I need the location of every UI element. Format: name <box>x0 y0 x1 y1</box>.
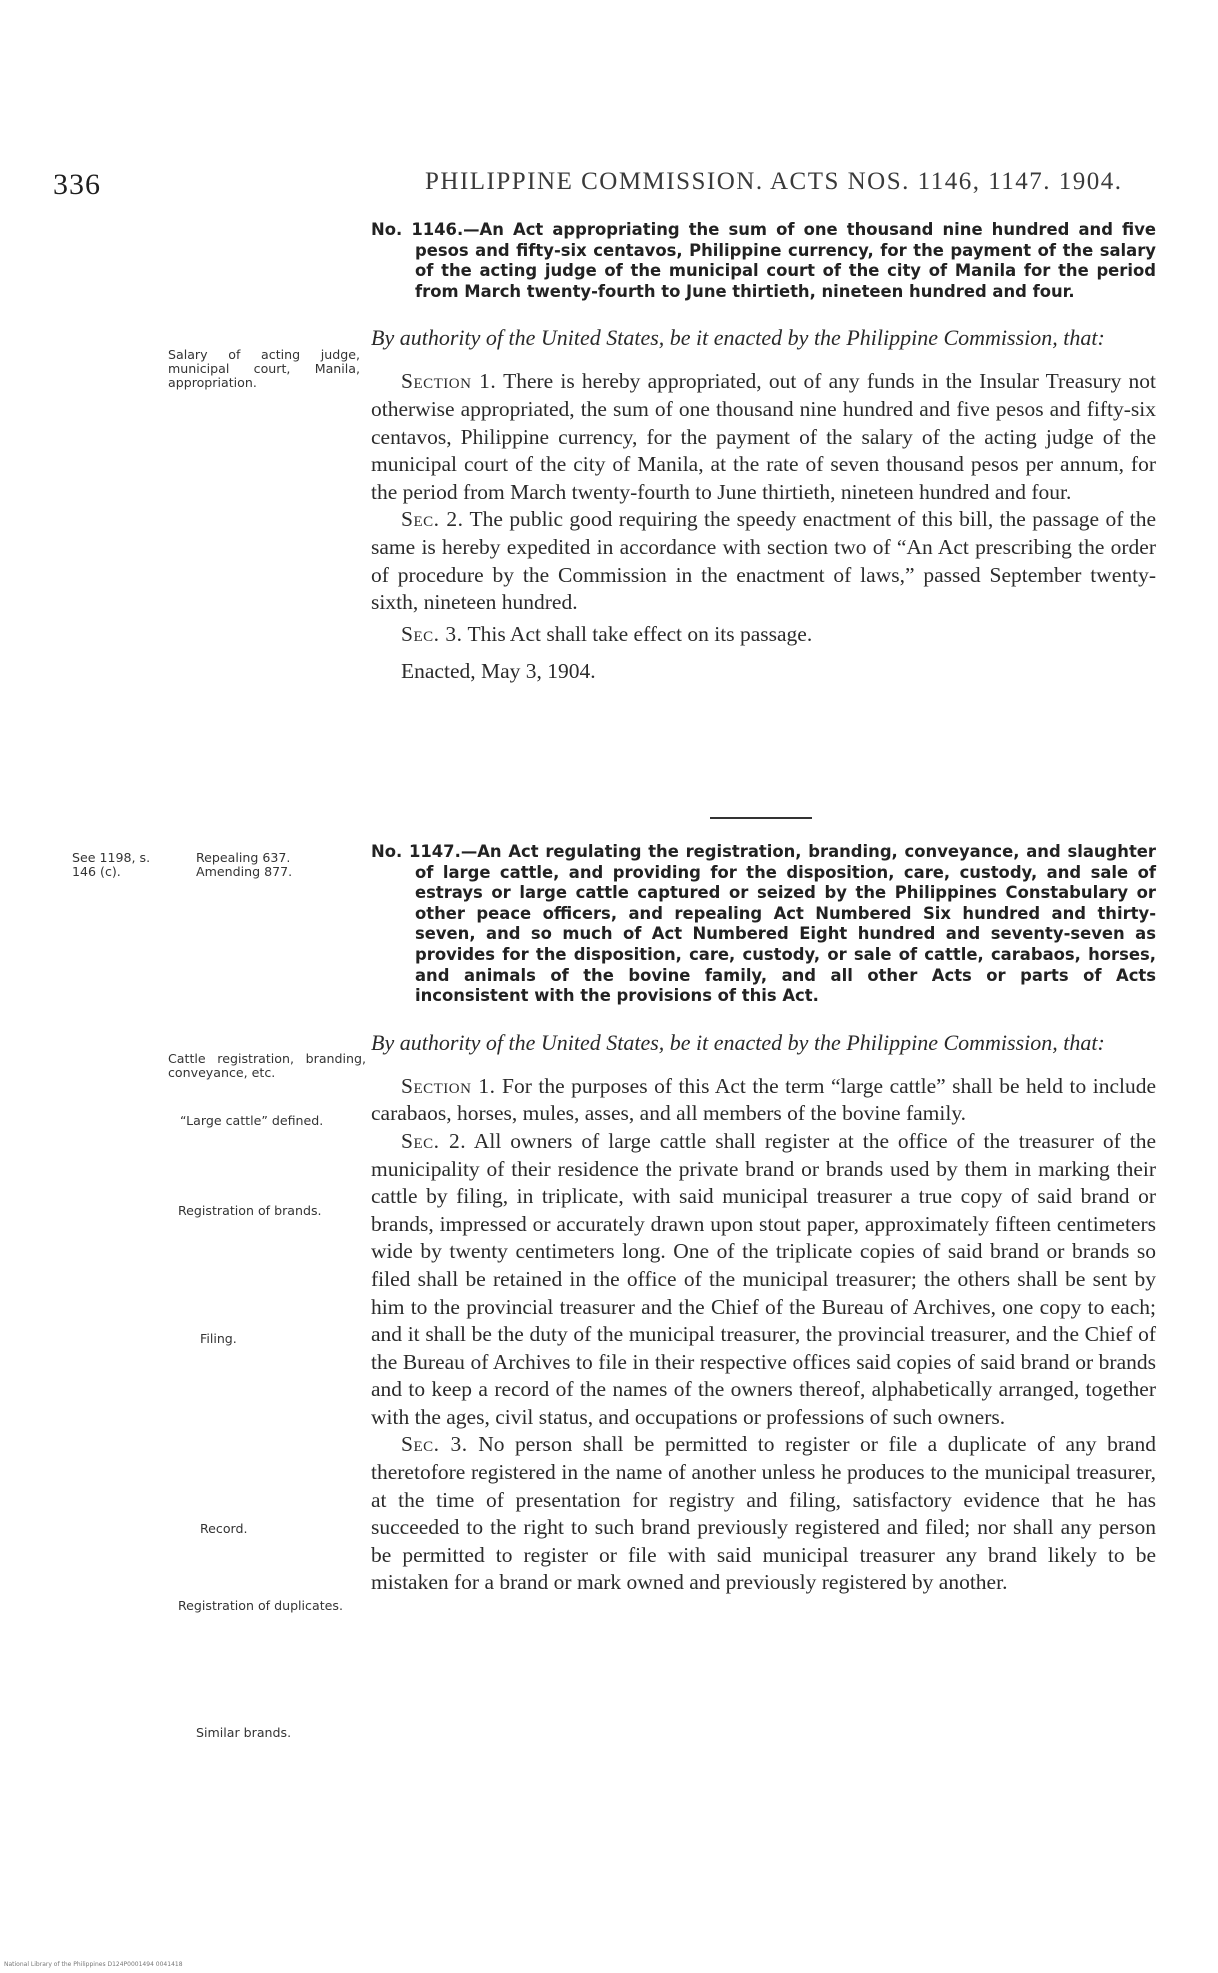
act-1146 <box>371 220 1156 686</box>
section-heading: Section 1. <box>401 1073 496 1098</box>
margin-note-cattle-registration: Cattle registration, branding, conveyance, etc. <box>168 1051 366 1081</box>
margin-note-large-cattle: “Large cattle” defined. <box>180 1113 324 1128</box>
section-text: This Act shall take effect on its passage. <box>467 621 813 646</box>
page-number: 336 <box>53 168 101 201</box>
act-1147-section-2 <box>371 1128 1156 1432</box>
margin-note-similar-brands: Similar brands. <box>196 1725 292 1740</box>
section-heading: Sec. 3. <box>401 1432 468 1457</box>
section-text: The public good requiring the speedy enactment of this bill, the passage of the same is hereby expedited in accordance with section two of “An Act prescribing the order of procedure by the Commission in the enactment of laws,” passed September twenty-sixth, nineteen hundred. <box>371 507 1157 615</box>
section-text: For the purposes of this Act the term “large cattle” shall be held to include carabaos, horses, mules, asses, and all members of the bovine family. <box>371 1073 1156 1126</box>
margin-note-repealing: Repealing 637. Amending 877. <box>196 850 293 880</box>
margin-note-filing: Filing. <box>200 1331 237 1346</box>
section-heading: Sec. 3. <box>401 621 463 646</box>
act-1147-title: No. 1147.—An Act regulating the registration, branding, conveyance, and slaughter of large cattle, and providing for the disposition, care, custody, and sale of estrays or large cattle captured or seized by the Philippines Constabulary or other peace officers, and repealing Act Numbered Six hundred and thirty-seven, and so much of Act Numbered Eight hundred and seventy-seven as provides for the disposition, care, custody, or sale of cattle, carabaos, horses, and animals of the bovine family, and all other Acts or parts of Acts inconsistent with the provisions of this Act. <box>371 842 1156 1006</box>
margin-note-registration-brands: Registration of brands. <box>178 1203 322 1218</box>
margin-note-salary: Salary of acting judge, municipal court, Manila, appropriation. <box>168 347 360 391</box>
act-1147-section-1 <box>371 1073 1156 1128</box>
act-1146-enacting-clause: By authority of the United States, be it enacted by the Philippine Commission, that: <box>371 325 1105 351</box>
margin-note-see: See 1198, s. 146 (c). <box>72 850 151 880</box>
scan-credit: National Library of the Philippines D124P0001494 0041418 <box>4 1961 183 1968</box>
act-1147-enacting-clause: By authority of the United States, be it enacted by the Philippine Commission, that: <box>371 1029 1105 1055</box>
act-1146-enacted-date: Enacted, May 3, 1904. <box>401 659 596 684</box>
act-1146-section-3 <box>371 621 1156 649</box>
act-1147-section-3 <box>371 1431 1156 1597</box>
act-1146-section-1 <box>371 368 1156 506</box>
running-head: PHILIPPINE COMMISSION. ACTS NOS. 1146, 1147. 1904. <box>425 168 1123 195</box>
margin-note-record: Record. <box>200 1521 248 1536</box>
section-divider <box>710 817 812 819</box>
section-heading: Sec. 2. <box>401 507 464 532</box>
section-heading: Section 1. <box>401 369 497 394</box>
margin-note-registration-duplicates: Registration of duplicates. <box>178 1598 343 1613</box>
act-1146-section-2 <box>371 506 1156 616</box>
act-1146-title: No. 1146.—An Act appropriating the sum of one thousand nine hundred and five pesos and fifty-six centavos, Philippine currency, for the payment of the salary of the acting judge of the municipal court of the city of Manila for the period from March twenty-fourth to June thirtieth, nineteen hundred and four. <box>371 220 1156 301</box>
section-heading: Sec. 2. <box>401 1128 467 1153</box>
section-text: There is hereby appropriated, out of any funds in the Insular Treasury not otherwise appropriated, the sum of one thousand nine hundred and five pesos and fifty-six centavos, Philippine currency, for the payment of the salary of the acting judge of the municipal court of the city of Manila, at the rate of seven thousand pesos per annum, for the period from March twenty-fourth to June thirtieth, nineteen hundred and four. <box>371 369 1156 504</box>
section-text: No person shall be permitted to register or file a duplicate of any brand theretofore registered in the name of another unless he produces to the municipal treasurer, at the time of presentation for registry and filing, satisfactory evidence that he has succeeded to the right to such brand previously registered and filed; nor shall any person be permitted to register or file with said municipal treasurer any brand likely to be mistaken for a brand or mark owned and previously registered by another. <box>371 1432 1157 1595</box>
act-1147 <box>371 842 1156 1597</box>
section-text: All owners of large cattle shall register at the office of the treasurer of the municipality of their residence the private brand or brands used by them in marking their cattle by filing, in triplicate, with said municipal treasurer a true copy of said brand or brands, impressed or accurately drawn upon stout paper, approximately fifteen centimeters wide by twenty centimeters long. One of the triplicate copies of said brand or brands so filed shall be retained in the office of the municipal treasurer; the others shall be sent by him to the provincial treasurer and the Chief of the Bureau of Archives, one copy to each; and it shall be the duty of the municipal treasurer, the provincial treasurer, and the Chief of the Bureau of Archives to file in their respective offices said copies of said brand or brands and to keep a record of the names of the owners thereof, alphabetically arranged, together with the ages, civil status, and occupations or professions of such owners. <box>371 1128 1156 1429</box>
